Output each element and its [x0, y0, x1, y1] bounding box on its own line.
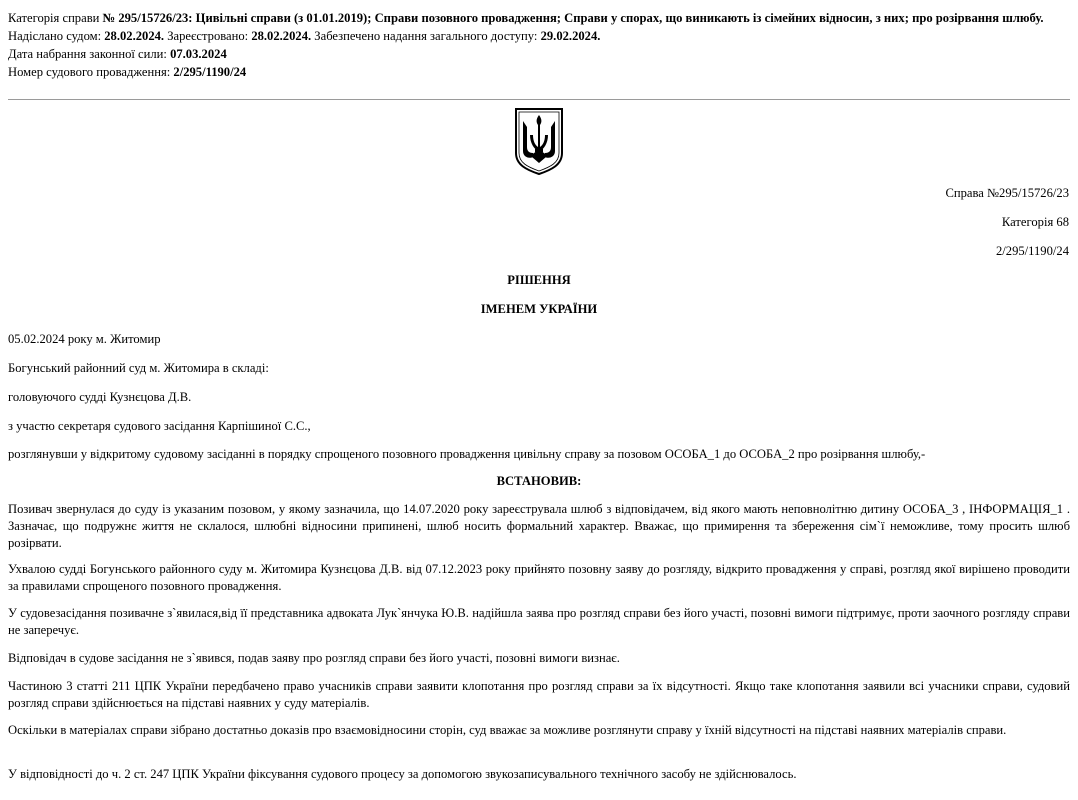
- court-composition: Богунський районний суд м. Житомира в складі:: [8, 361, 269, 375]
- dates-line: [8, 27, 1070, 45]
- proceeding-line: [8, 63, 1070, 81]
- established-title: ВСТАНОВИВ:: [496, 474, 582, 488]
- sent-label: Надіслано судом:: [8, 29, 105, 43]
- access-label: Забезпечено надання загального доступу:: [311, 29, 541, 43]
- registered-label: Зареєстровано:: [164, 29, 252, 43]
- date-place: 05.02.2024 року м. Житомир: [8, 332, 161, 346]
- case-category: Категорія 68: [1001, 215, 1069, 229]
- case-number: Справа №295/15726/23: [945, 186, 1069, 200]
- legal-force-date: 07.03.2024: [170, 47, 227, 61]
- legal-force-label: Дата набрання законної сили:: [8, 47, 171, 61]
- proceeding-number-header: 2/295/1190/24: [996, 244, 1069, 258]
- access-date: 29.02.2024.: [540, 29, 601, 43]
- registered-date: 28.02.2024.: [251, 29, 312, 43]
- body-paragraph: Позивач звернулася до суду із указаним позовом, у якому зазначила, що 14.07.2020 року зареєструвала шлюб з відповідачем, від якого мають неповнолітню дитину ОСОБА_3 , ІНФОРМАЦІЯ_1 . Зазначає, що подружнє життя не склалося, шлюбні відносини припинені, шлюб носить формальний характер. Вважає, що примирення та збереження сім`ї неможливе, тому просить шлюб розірвати.: [8, 502, 1070, 550]
- body-paragraph: Частиною 3 статті 211 ЦПК України передбачено право учасників справи заявити клопотання про розгляд справи за їх відсутності. Якщо таке клопотання заявили всі учасники справи, судовий розгляд справи здійснюється на підставі наявних у суду матеріалів.: [8, 679, 1070, 710]
- sent-date: 28.02.2024.: [104, 29, 165, 43]
- category-line: [8, 9, 1070, 27]
- category-label: Категорія справи: [8, 11, 103, 25]
- case-reviewed: розглянувши у відкритому судовому засіданні в порядку спрощеного позовного провадження цивільну справу за позовом ОСОБА_1 до ОСОБА_2 про розірвання шлюбу,-: [8, 447, 926, 461]
- body-paragraph: Відповідач в судове засідання не з`явився, подав заяву про розгляд справи без його участі, позовні вимоги визнає.: [8, 651, 620, 665]
- proceeding-label: Номер судового провадження:: [8, 65, 174, 79]
- court-secretary: з участю секретаря судового засідання Карпішиної С.С.,: [8, 419, 311, 433]
- divider: [8, 99, 1070, 100]
- presiding-judge: головуючого судді Кузнєцова Д.В.: [8, 390, 192, 404]
- body-paragraph: У відповідності до ч. 2 ст. 247 ЦПК України фіксування судового процесу за допомогою звукозаписувального технічного засобу не здійснювалось.: [8, 767, 797, 781]
- ukraine-coat-of-arms-icon: [513, 107, 565, 175]
- body-paragraph: Оскільки в матеріалах справи зібрано достатньо доказів про взаємовідносини сторін, суд вважає за можливе розглянути справу у їхній відсутності на підставі наявних матеріалів справи.: [8, 723, 1007, 737]
- body-paragraph: У судовезасідання позивачне з`явилася,від її представника адвоката Лук`янчука Ю.В. надійшла заява про розгляд справи без його участі, позовні вимоги підтримує, проти заочного розгляду справи не заперечує.: [8, 606, 1070, 637]
- legal-force-line: [8, 45, 1070, 63]
- category-value: № 295/15726/23: Цивільні справи (з 01.01.2019); Справи позовного провадження; Справи у спорах, що виникають із сімейних відносин, з них; про розірвання шлюбу.: [102, 11, 1044, 25]
- document-metadata: [8, 9, 1070, 81]
- proceeding-number: 2/295/1190/24: [173, 65, 247, 79]
- body-paragraph: Ухвалою судді Богунського районного суду м. Житомира Кузнєцова Д.В. від 07.12.2023 року прийнято позовну заяву до розгляду, відкрито провадження у справі, розгляд якої вирішено проводити за правилами спрощеного позовного провадження.: [8, 562, 1070, 593]
- name-of-ukraine-title: ІМЕНЕМ УКРАЇНИ: [480, 302, 598, 316]
- decision-title: РІШЕННЯ: [507, 273, 571, 287]
